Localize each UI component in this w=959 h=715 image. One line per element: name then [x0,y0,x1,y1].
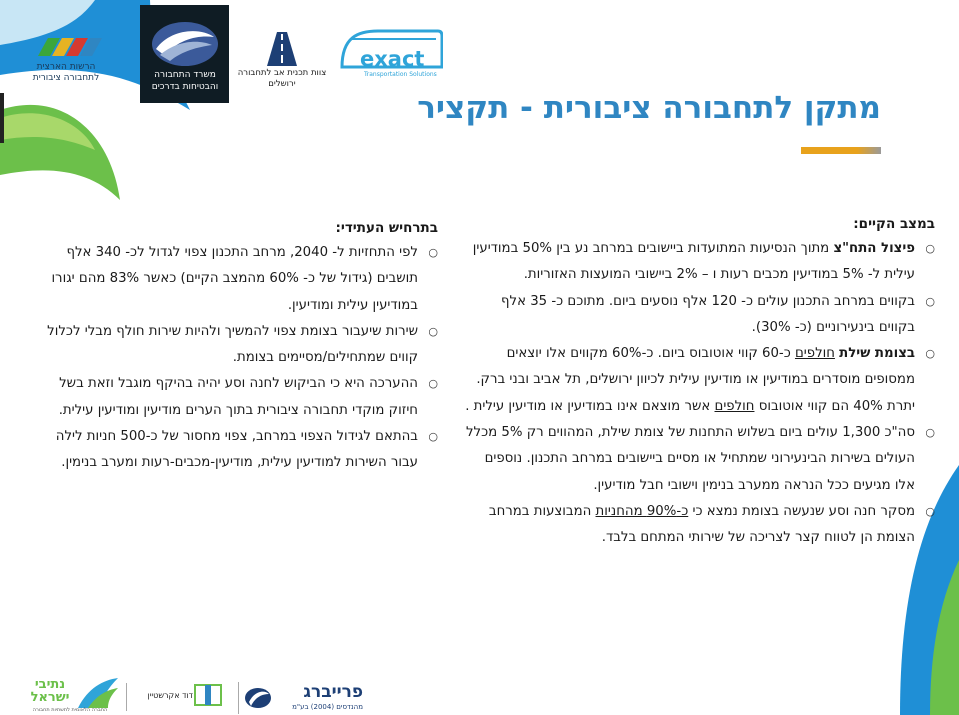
bullet-icon: ○ [428,377,438,391]
list-item [465,499,935,552]
item-text: שירות שיעבור בצומת צפוי להמשיך ולהיות שירות חולף מבלי לכלול קווים שמתחילים/מסיימים בצומת. [47,323,418,366]
bullet-icon: ○ [925,242,935,255]
david-emblem-icon [193,683,223,707]
item-text: מסקר חנה וסע שנעשה בצומת נמצא כי [688,503,915,519]
exact-logo [338,27,443,82]
item-text: לפי התחזיות ל- 2040, מרחב התכנון צפוי לגדול לכ- 340 אלף תושבים (גידול של כ- 60% מהמצב הקיים) כאשר 83% מהם יגורו במודיעין עילית ומודיעין. [51,245,418,313]
ministry-text: משרד התחבורה והבטיחות בדרכים [151,70,219,92]
list-item [465,236,935,289]
current-state-section [465,216,935,552]
item-underline: חולפים [794,346,835,362]
freiberg-logo [238,682,367,714]
bullet-icon: ○ [925,294,935,308]
ministry-logo [140,5,229,103]
list-item [465,341,935,420]
national-authority-text: הרשות הארצית לתחבורה ציבורית [32,62,100,83]
bullet-icon: ○ [428,246,438,259]
stripes-icon [38,38,118,58]
item-text: סה"כ 1,300 עולים ביום בשלוש התחנות של צומת שילת, המהווים רק 5% מכלל העולים בשירות הבינעירוני שמתחיל או מסיים ביישובים במרחב התכנון. נוספים אלו מגיעים ככל הנראה ממערב בנימין וישובי חבל מודיעין. [465,425,915,493]
future-scenario-heading: בתרחיש העתידי: [335,220,438,236]
page-title: מתקן לתחבורה ציבורית - תקציר [417,90,881,126]
netivei-emblem-icon [78,678,118,708]
item-text: בהתאם לגידול הצפוי במרחב, צפוי מחסור של כ-500 חניות לילה עבור השירות למודיעין עילית, מודיעין-מכבים-רעות ומערב בנימין. [55,429,418,471]
item-text: בקווים במרחב התכנון עולים כ- 120 אלף נוסעים ביום. מתוכם כ- 35 אלף בקווים בינעירוניים (כ- 30%). [501,293,915,335]
list-item [40,240,438,319]
exact-name: exact [360,47,425,71]
bullet-icon: ○ [925,504,935,518]
list-item [40,424,438,477]
national-authority-logo [30,30,110,85]
exact-tagline: Transportation Solutions [364,71,437,78]
list-item [40,319,438,372]
bullet-icon: ○ [428,430,438,444]
list-item [40,371,438,424]
jtmt-text: צוות תכנית אב לתחבורה ירושלים [237,68,327,89]
current-state-heading: במצב הקיים: [853,216,935,232]
netivei-text: נתיבי ישראל [30,677,70,705]
item-underline: כ-90% מהחניות [595,503,689,519]
jtmt-logo [232,30,332,92]
item-bold: בצומת שילת [839,346,915,362]
list-item [465,420,935,499]
ministry-emblem-icon [150,19,220,69]
netivei-israel-logo [20,676,120,714]
road-icon [267,32,297,66]
item-text: ההערכה היא כי הביקוש לחנה וסע יהיה בהיקף מוגבל וזאת בשל חיזוק מוקדי תחבורה ציבורית בתוך הערים מודיעין ומודיעין עילית. [58,376,418,418]
bullet-icon: ○ [925,347,935,361]
item-bold: פיצול התח"צ [833,241,915,256]
future-scenario-section [40,220,438,477]
freiberg-subtext: מהנדסים (2004) בע"מ [292,703,363,711]
david-ackerstein-logo [126,683,227,711]
david-text: דוד אקרשטיין [147,691,193,700]
item-text: כ-60 קווי אוטובוס ביום. כ-60% מקווים אלו יוצאים ממסופים מוסדרים במודיעין או מודיעין עילית לכיוון ירושלים, תל אביב ובני ברק. יתרת 40% הם קווי אוטובוס [476,346,915,414]
item-text: המבוצעות במרחב הצומת הן לטווח קצר לצריכה של שירותי המתחם בלבד. [488,503,915,546]
bullet-icon: ○ [925,426,935,440]
title-underline [801,147,881,154]
netivei-subtext: החברה הלאומית לתשתיות תחבורה [32,707,108,713]
bullet-icon: ○ [428,324,438,338]
item-underline: חולפים [714,398,755,414]
item-text: מתוך הנסיעות המתועדות ביישובים במרחב נע בין 50% במודיעין עילית ל- 5% במודיעין מכבים רעות ו – 2% ביישובי המועצות האזוריות. [472,241,915,283]
freiberg-emblem-icon [243,686,273,710]
list-item [465,289,935,342]
item-text: אשר מוצאם אינו במודיעין או מודיעין עילית . [465,398,715,414]
freiberg-text: פרייברג [303,682,363,702]
